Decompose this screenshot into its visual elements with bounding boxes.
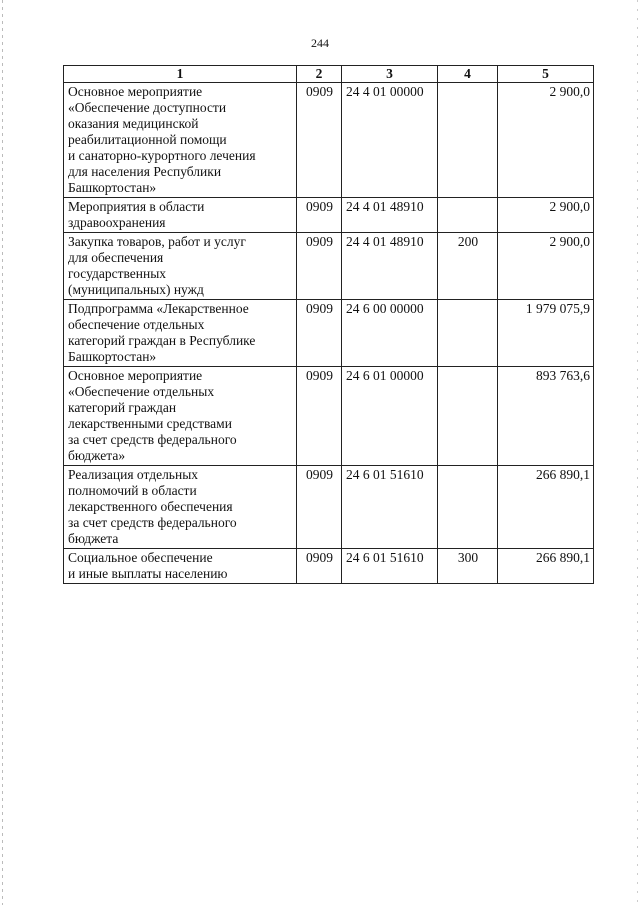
table-row <box>64 466 594 549</box>
name-line: и иные выплаты населению <box>68 566 228 581</box>
name-line: «Обеспечение доступности <box>68 100 227 115</box>
name-line: обеспечение отдельных <box>68 317 205 332</box>
row-target-code: 24 6 01 51610 <box>342 466 438 549</box>
header-col-2: 2 <box>297 66 342 83</box>
name-line: бюджета <box>68 531 119 546</box>
header-col-5: 5 <box>498 66 594 83</box>
name-line: бюджета» <box>68 448 126 463</box>
row-target-code: 24 6 00 00000 <box>342 300 438 367</box>
row-section-code: 0909 <box>297 549 342 584</box>
name-line: Основное мероприятие <box>68 368 203 383</box>
row-name <box>64 300 297 367</box>
row-section-code: 0909 <box>297 83 342 198</box>
row-amount: 266 890,1 <box>498 466 594 549</box>
header-col-4: 4 <box>438 66 498 83</box>
name-line: оказания медицинской <box>68 116 199 131</box>
name-line: Башкортостан» <box>68 180 157 195</box>
budget-table <box>63 65 594 584</box>
row-amount: 2 900,0 <box>498 233 594 300</box>
row-section-code: 0909 <box>297 367 342 466</box>
name-line: Реализация отдельных <box>68 467 199 482</box>
name-line: за счет средств федерального <box>68 515 237 530</box>
name-line: здравоохранения <box>68 215 166 230</box>
row-expense-kind <box>438 198 498 233</box>
row-section-code: 0909 <box>297 233 342 300</box>
table-row <box>64 300 594 367</box>
table-row <box>64 198 594 233</box>
name-line: лекарственного обеспечения <box>68 499 233 514</box>
name-line: Подпрограмма «Лекарственное <box>68 301 249 316</box>
row-section-code: 0909 <box>297 198 342 233</box>
name-line: Закупка товаров, работ и услуг <box>68 234 246 249</box>
row-target-code: 24 6 01 00000 <box>342 367 438 466</box>
header-row <box>64 66 594 83</box>
table-row <box>64 233 594 300</box>
name-line: государственных <box>68 266 167 281</box>
row-expense-kind <box>438 300 498 367</box>
row-name <box>64 466 297 549</box>
name-line: категорий граждан <box>68 400 177 415</box>
name-line: для обеспечения <box>68 250 164 265</box>
row-target-code: 24 6 01 51610 <box>342 549 438 584</box>
row-name <box>64 83 297 198</box>
row-amount: 2 900,0 <box>498 198 594 233</box>
name-line: для населения Республики <box>68 164 222 179</box>
name-line: лекарственными средствами <box>68 416 232 431</box>
row-name <box>64 198 297 233</box>
name-line: Башкортостан» <box>68 349 157 364</box>
table-row <box>64 549 594 584</box>
row-amount: 1 979 075,9 <box>498 300 594 367</box>
row-expense-kind: 300 <box>438 549 498 584</box>
scan-edge-left <box>2 0 3 905</box>
row-name <box>64 549 297 584</box>
row-expense-kind <box>438 466 498 549</box>
table-row <box>64 367 594 466</box>
row-expense-kind <box>438 367 498 466</box>
table-row <box>64 83 594 198</box>
row-section-code: 0909 <box>297 300 342 367</box>
scan-edge-right <box>637 0 638 905</box>
row-amount: 893 763,6 <box>498 367 594 466</box>
name-line: (муниципальных) нужд <box>68 282 204 297</box>
row-name <box>64 367 297 466</box>
name-line: реабилитационной помощи <box>68 132 227 147</box>
name-line: Мероприятия в области <box>68 199 205 214</box>
name-line: полномочий в области <box>68 483 197 498</box>
header-col-1: 1 <box>64 66 297 83</box>
row-name <box>64 233 297 300</box>
name-line: за счет средств федерального <box>68 432 237 447</box>
row-expense-kind <box>438 83 498 198</box>
name-line: категорий граждан в Республике <box>68 333 256 348</box>
row-section-code: 0909 <box>297 466 342 549</box>
name-line: Основное мероприятие <box>68 84 203 99</box>
row-amount: 2 900,0 <box>498 83 594 198</box>
page-number: 244 <box>311 36 329 50</box>
name-line: «Обеспечение отдельных <box>68 384 215 399</box>
header-col-3: 3 <box>342 66 438 83</box>
row-target-code: 24 4 01 48910 <box>342 233 438 300</box>
row-target-code: 24 4 01 48910 <box>342 198 438 233</box>
name-line: Социальное обеспечение <box>68 550 213 565</box>
row-target-code: 24 4 01 00000 <box>342 83 438 198</box>
row-amount: 266 890,1 <box>498 549 594 584</box>
row-expense-kind: 200 <box>438 233 498 300</box>
name-line: и санаторно-курортного лечения <box>68 148 256 163</box>
